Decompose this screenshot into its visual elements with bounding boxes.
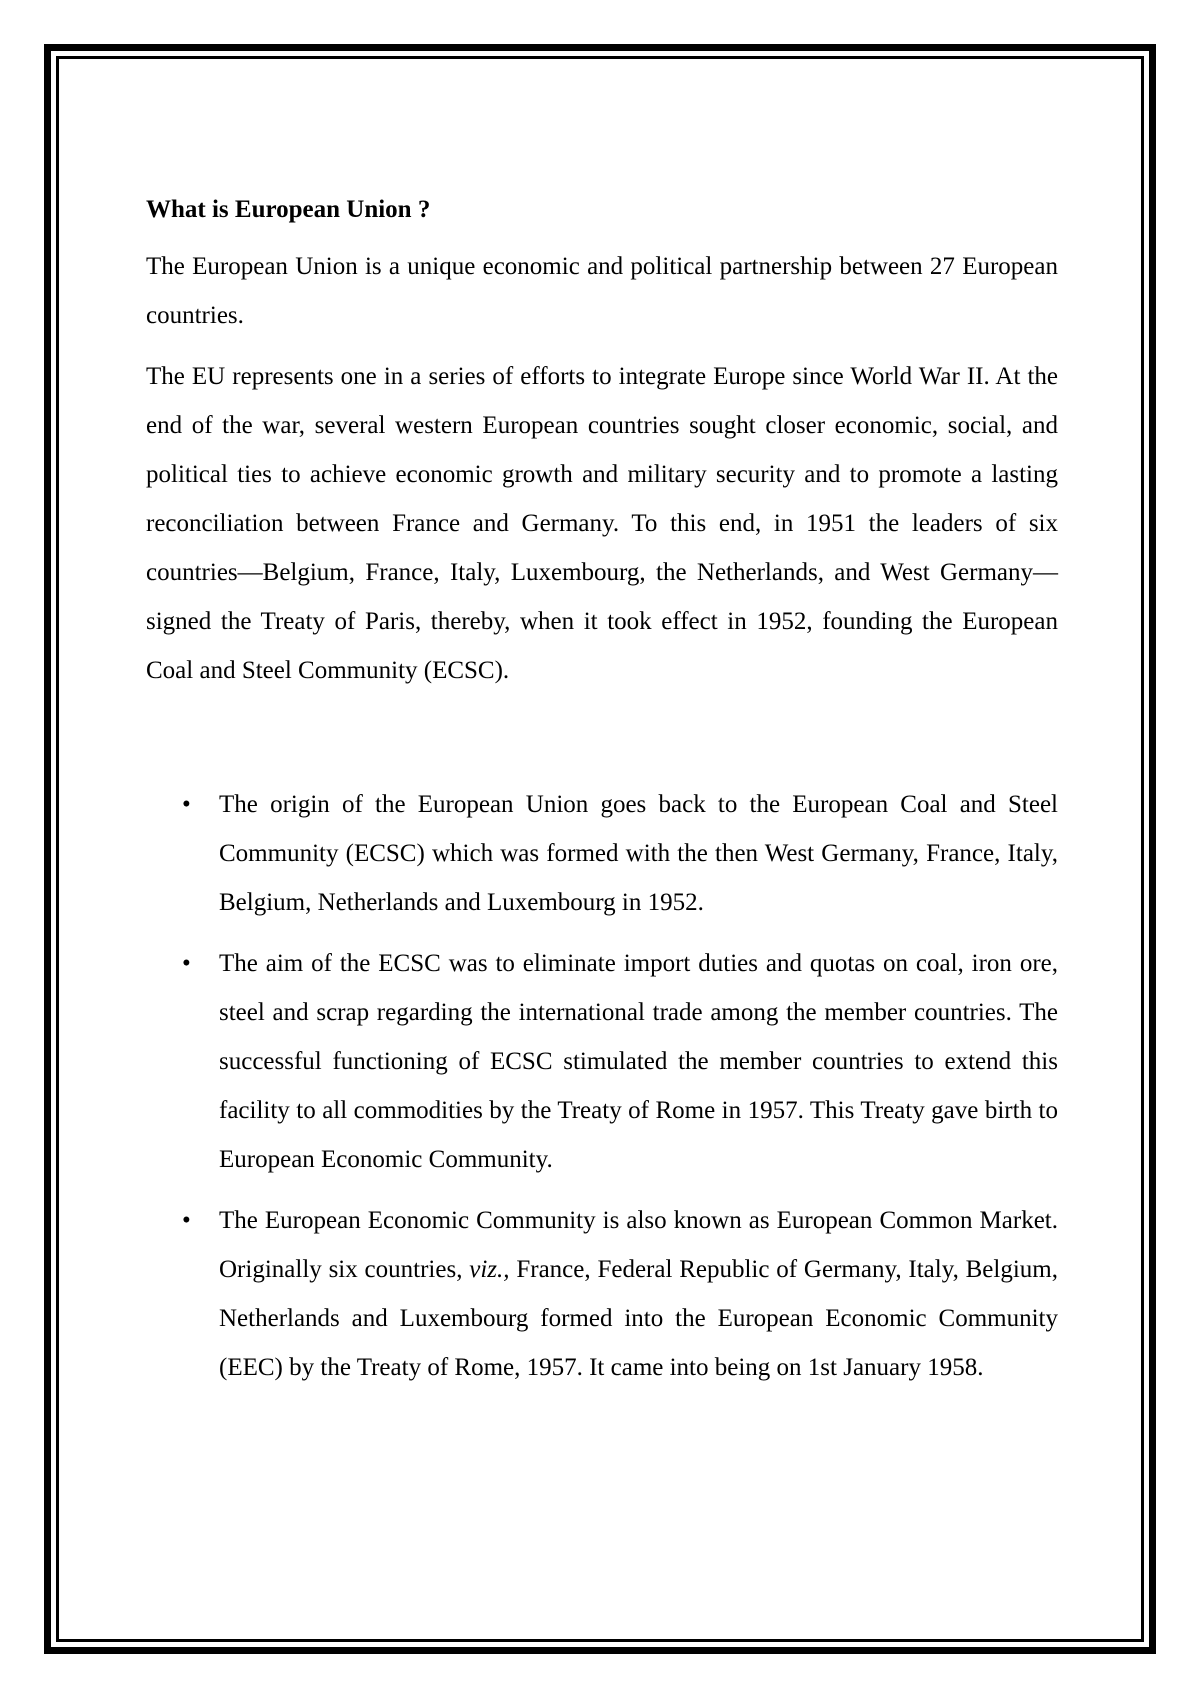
list-item-text-before: The European Economic Community is also known as European Common Market. Originally six countries, [219,1207,1058,1283]
section-spacer [146,707,1058,780]
bullet-icon: • [182,950,191,977]
paragraph-history: The EU represents one in a series of efforts to integrate Europe since World War II. At the end of the war, several western European countries sought closer economic, social, and political ties to achieve economic growth and military security and to promote a lasting reconciliation between France and Germany. To this end, in 1951 the leaders of six countries—Belgium, France, Italy, Luxembourg, the Netherlands, and West Germany—signed the Treaty of Paris, thereby, when it took effect in 1952, founding the European Coal and Steel Community (ECSC). [146,363,1058,684]
list-item [146,1196,1058,1392]
list-item [146,780,1058,927]
list-item-text-italic: viz., [469,1256,510,1283]
document-body [146,190,1058,1404]
list-item-text: The aim of the ECSC was to eliminate import duties and quotas on coal, iron ore, steel and scrap regarding the international trade among the member countries. The successful functioning of ECSC stimulated the member countries to extend this facility to all commodities by the Treaty of Rome in 1957. This Treaty gave birth to European Economic Community. [219,950,1058,1173]
bullet-list [146,780,1058,1392]
page-title: What is European Union ? [146,196,431,223]
bullet-icon: • [182,791,191,818]
bullet-icon: • [182,1207,191,1234]
list-item-text-after: France, Federal Republic of Germany, Italy, Belgium, Netherlands and Luxembourg formed into the European Economic Community (EEC) by the Treaty of Rome, 1957. It came into being on 1st January 1958. [219,1256,1058,1381]
list-item-text: The origin of the European Union goes back to the European Coal and Steel Community (ECSC) which was formed with the then West Germany, France, Italy, Belgium, Netherlands and Luxembourg in 1952. [219,791,1058,916]
paragraph-intro: The European Union is a unique economic and political partnership between 27 European countries. [146,253,1058,329]
list-item [146,939,1058,1184]
